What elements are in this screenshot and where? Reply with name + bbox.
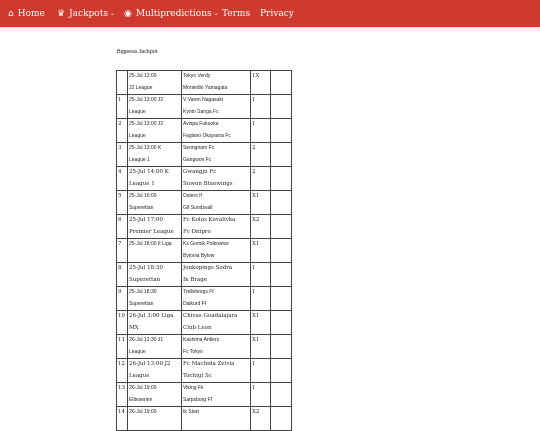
row-number-cell: [117, 383, 128, 407]
row-number-cell: [117, 335, 128, 359]
chevron-down-icon: ⌄: [109, 10, 115, 17]
match-league: League: [129, 132, 146, 139]
date-cell: [128, 143, 182, 167]
prediction-cell: [251, 119, 271, 143]
prediction-cell: [251, 335, 271, 359]
match-league: League 1: [129, 156, 150, 163]
row-number-cell: [117, 407, 128, 431]
teams-cell: [182, 119, 251, 143]
prediction-cell: [251, 191, 271, 215]
home-team: Fc Kolos Kovalivka: [183, 217, 236, 223]
match-league: [129, 251, 180, 263]
prediction: 2: [252, 169, 256, 175]
teams-cell: [182, 143, 251, 167]
nav-terms[interactable]: [222, 0, 250, 27]
table-row: [117, 239, 292, 263]
away-team: Fagiano Okayama Fc: [183, 132, 231, 139]
row-number-cell: [117, 167, 128, 191]
away-team: Sarpsborg Ff: [183, 396, 212, 403]
date-cell: [128, 215, 182, 239]
home-team: Kashima Antlers: [183, 337, 220, 343]
home-team: Osters If: [183, 193, 202, 199]
match-league: [129, 419, 180, 431]
nav-privacy[interactable]: [260, 0, 294, 27]
row-number: 6: [118, 217, 122, 223]
home-team: Tokyo Verdy: [183, 73, 211, 79]
prediction-cell: [251, 263, 271, 287]
home-team: Ks Gornik Polkowice: [183, 241, 229, 247]
nav-terms-label: Terms: [222, 8, 251, 19]
prediction: 1: [252, 265, 256, 271]
prediction-cell: [251, 215, 271, 239]
empty-cell: [271, 95, 292, 119]
table-row: [117, 215, 292, 239]
prediction-cell: [251, 311, 271, 335]
match-league: J2 League: [129, 84, 153, 91]
prediction-cell: [251, 359, 271, 383]
home-team: Fc Machida Zelvia: [183, 361, 235, 367]
match-league: League: [129, 348, 146, 355]
away-team: Bytovia Bytow: [183, 252, 215, 259]
match-date: 26-Jul 19:00: [129, 385, 157, 391]
nav-multipredictions[interactable]: [124, 0, 219, 27]
row-number: 2: [118, 121, 122, 127]
prediction-cell: [251, 383, 271, 407]
nav-jackpots[interactable]: [57, 0, 115, 27]
match-league: Premier League: [129, 228, 174, 235]
empty-cell: [271, 335, 292, 359]
prediction: X2: [252, 217, 260, 223]
empty-cell: [271, 287, 292, 311]
away-team: Gangwon Fc: [183, 156, 212, 163]
prediction-cell: [251, 287, 271, 311]
empty-cell: [271, 167, 292, 191]
table-row: [117, 407, 292, 431]
match-league: League 1: [129, 180, 155, 187]
away-team: Tochigi Sc: [183, 372, 212, 379]
match-date: 26-Jul 13:00 J2: [129, 361, 171, 367]
empty-cell: [271, 359, 292, 383]
prediction: 2: [252, 145, 256, 151]
prediction-cell: [251, 407, 271, 431]
table-row: [117, 311, 292, 335]
table-row: [117, 167, 292, 191]
away-team: Club Leon: [183, 324, 212, 331]
match-league: MX: [129, 324, 139, 331]
table-row: [117, 287, 292, 311]
table-row: [117, 191, 292, 215]
prediction: X1: [252, 193, 260, 199]
match-league: League: [129, 108, 146, 115]
prediction: 1: [252, 361, 256, 367]
prediction: X2: [252, 409, 260, 415]
match-league: Superettan: [129, 204, 154, 211]
empty-cell: [271, 191, 292, 215]
date-cell: [128, 191, 182, 215]
match-date: 25-Jul 17:00: [129, 217, 163, 223]
nav-multipredictions-label: Multipredictions: [135, 8, 212, 19]
home-team: Avispa Fukuoka: [183, 121, 219, 127]
teams-cell: [182, 383, 251, 407]
date-cell: [128, 119, 182, 143]
home-team: Gwangju Fc: [183, 169, 217, 175]
date-cell: [128, 71, 182, 95]
away-team: [183, 419, 249, 431]
home-icon: ⌂: [8, 8, 14, 19]
teams-cell: [182, 71, 251, 95]
empty-cell: [271, 407, 292, 431]
date-cell: [128, 311, 182, 335]
match-league: League: [129, 372, 150, 379]
empty-cell: [271, 71, 292, 95]
row-number: 4: [118, 169, 122, 175]
table-row: [117, 335, 292, 359]
match-league: Superettan: [129, 300, 154, 307]
teams-cell: [182, 239, 251, 263]
chevron-down-icon: ⌄: [213, 10, 219, 17]
date-cell: [128, 239, 182, 263]
match-league: Eliteserien: [129, 396, 153, 403]
date-cell: [128, 95, 182, 119]
match-date: 25-Jul 13:00 J2: [129, 97, 164, 103]
prediction: X1: [252, 337, 260, 343]
prediction-cell: [251, 167, 271, 191]
empty-cell: [271, 263, 292, 287]
date-cell: [128, 167, 182, 191]
table-row: [117, 143, 292, 167]
match-date: 25-Jul 12:00: [129, 73, 157, 79]
empty-cell: [271, 119, 292, 143]
row-number-cell: [117, 71, 128, 95]
away-team: Suwon Bluewings: [183, 180, 233, 187]
empty-cell: [271, 215, 292, 239]
prediction: 1: [252, 97, 256, 103]
navbar-shadow: [0, 27, 540, 32]
row-number: 5: [118, 193, 122, 199]
row-number-cell: [117, 359, 128, 383]
row-number: 12: [118, 361, 125, 367]
prediction-cell: [251, 71, 271, 95]
table-row: [117, 119, 292, 143]
match-date: 25-Jul 14:00 K: [129, 169, 169, 175]
away-team: Dalkurd Ff: [183, 300, 207, 307]
trophy-icon: ♛: [57, 8, 66, 19]
prediction: 1: [252, 385, 256, 391]
match-league: Superettan: [129, 276, 161, 283]
empty-cell: [271, 143, 292, 167]
navbar: [0, 0, 540, 27]
prediction-cell: [251, 143, 271, 167]
prediction: X1: [252, 241, 260, 247]
prediction: 1: [252, 121, 256, 127]
row-number-cell: [117, 311, 128, 335]
table-row: [117, 383, 292, 407]
teams-cell: [182, 191, 251, 215]
prediction: 1X: [252, 73, 260, 79]
teams-cell: [182, 335, 251, 359]
table-row: [117, 263, 292, 287]
row-number: 10: [118, 313, 125, 319]
home-team: Trelleborgs Ff: [183, 289, 214, 295]
match-date: 26-Jul 12:30 J1: [129, 337, 164, 343]
empty-cell: [271, 383, 292, 407]
date-cell: [128, 359, 182, 383]
row-number: 1: [118, 97, 122, 103]
row-number: 3: [118, 145, 122, 151]
row-number-cell: [117, 263, 128, 287]
row-number: 11: [118, 337, 125, 343]
away-team: Fc Tokyo: [183, 348, 203, 355]
empty-cell: [271, 239, 292, 263]
match-date: 26-Jul 19:00: [129, 409, 157, 415]
row-number: 9: [118, 289, 122, 295]
match-date: 25-Jul 18:30: [129, 265, 163, 271]
teams-cell: [182, 95, 251, 119]
home-team: Seongnam Fc: [183, 145, 215, 151]
home-team: Jonkopings Sodra: [183, 265, 233, 271]
predictions-table: [116, 70, 292, 431]
home-team: V Varen Nagasaki: [183, 97, 223, 103]
page-title: Bigpesa Jackpot: [117, 49, 158, 55]
match-date: 25-Jul 16:00: [129, 193, 157, 199]
away-team: Gif Sundsvall: [183, 204, 213, 211]
home-team: Viking Fk: [183, 385, 204, 391]
table-row: [117, 71, 292, 95]
prediction: 1: [252, 289, 256, 295]
match-date: 25-Jul 18:30: [129, 289, 157, 295]
nav-home-label: Home: [17, 8, 45, 19]
row-number-cell: [117, 287, 128, 311]
row-number: 7: [118, 241, 122, 247]
row-number-cell: [117, 239, 128, 263]
home-team: Chivas Guadalajara: [183, 313, 238, 319]
row-number-cell: [117, 119, 128, 143]
date-cell: [128, 335, 182, 359]
nav-home[interactable]: [8, 0, 45, 27]
teams-cell: [182, 263, 251, 287]
nav-jackpots-label: Jackpots: [69, 8, 108, 19]
row-number-cell: [117, 215, 128, 239]
teams-cell: [182, 407, 251, 431]
row-number: 14: [118, 409, 125, 415]
row-number: [118, 71, 126, 83]
date-cell: [128, 383, 182, 407]
date-cell: [128, 263, 182, 287]
prediction: X1: [252, 313, 260, 319]
teams-cell: [182, 167, 251, 191]
date-cell: [128, 407, 182, 431]
away-team: Ik Brage: [183, 276, 207, 283]
teams-cell: [182, 311, 251, 335]
prediction-cell: [251, 239, 271, 263]
teams-cell: [182, 359, 251, 383]
match-date: 26-Jul 3:00 Liga: [129, 313, 174, 319]
away-team: Montedio Yamagata: [183, 84, 228, 91]
nav-privacy-label: Privacy: [260, 8, 294, 19]
date-cell: [128, 287, 182, 311]
row-number-cell: [117, 191, 128, 215]
away-team: Kyoto Sanga Fc: [183, 108, 219, 115]
match-date: 25-Jul 13:00 K: [129, 145, 162, 151]
row-number-cell: [117, 95, 128, 119]
match-date: 25-Jul 18:00 II Liga: [129, 241, 172, 247]
eye-icon: ◉: [124, 8, 132, 19]
row-number: 13: [118, 385, 125, 391]
match-date: 25-Jul 13:00 J2: [129, 121, 164, 127]
teams-cell: [182, 287, 251, 311]
table-row: [117, 359, 292, 383]
prediction-cell: [251, 95, 271, 119]
home-team: Ik Start: [183, 409, 199, 415]
row-number-cell: [117, 143, 128, 167]
empty-cell: [271, 311, 292, 335]
teams-cell: [182, 215, 251, 239]
row-number: 8: [118, 265, 122, 271]
away-team: Fc Dnipro: [183, 228, 211, 235]
table-row: [117, 95, 292, 119]
